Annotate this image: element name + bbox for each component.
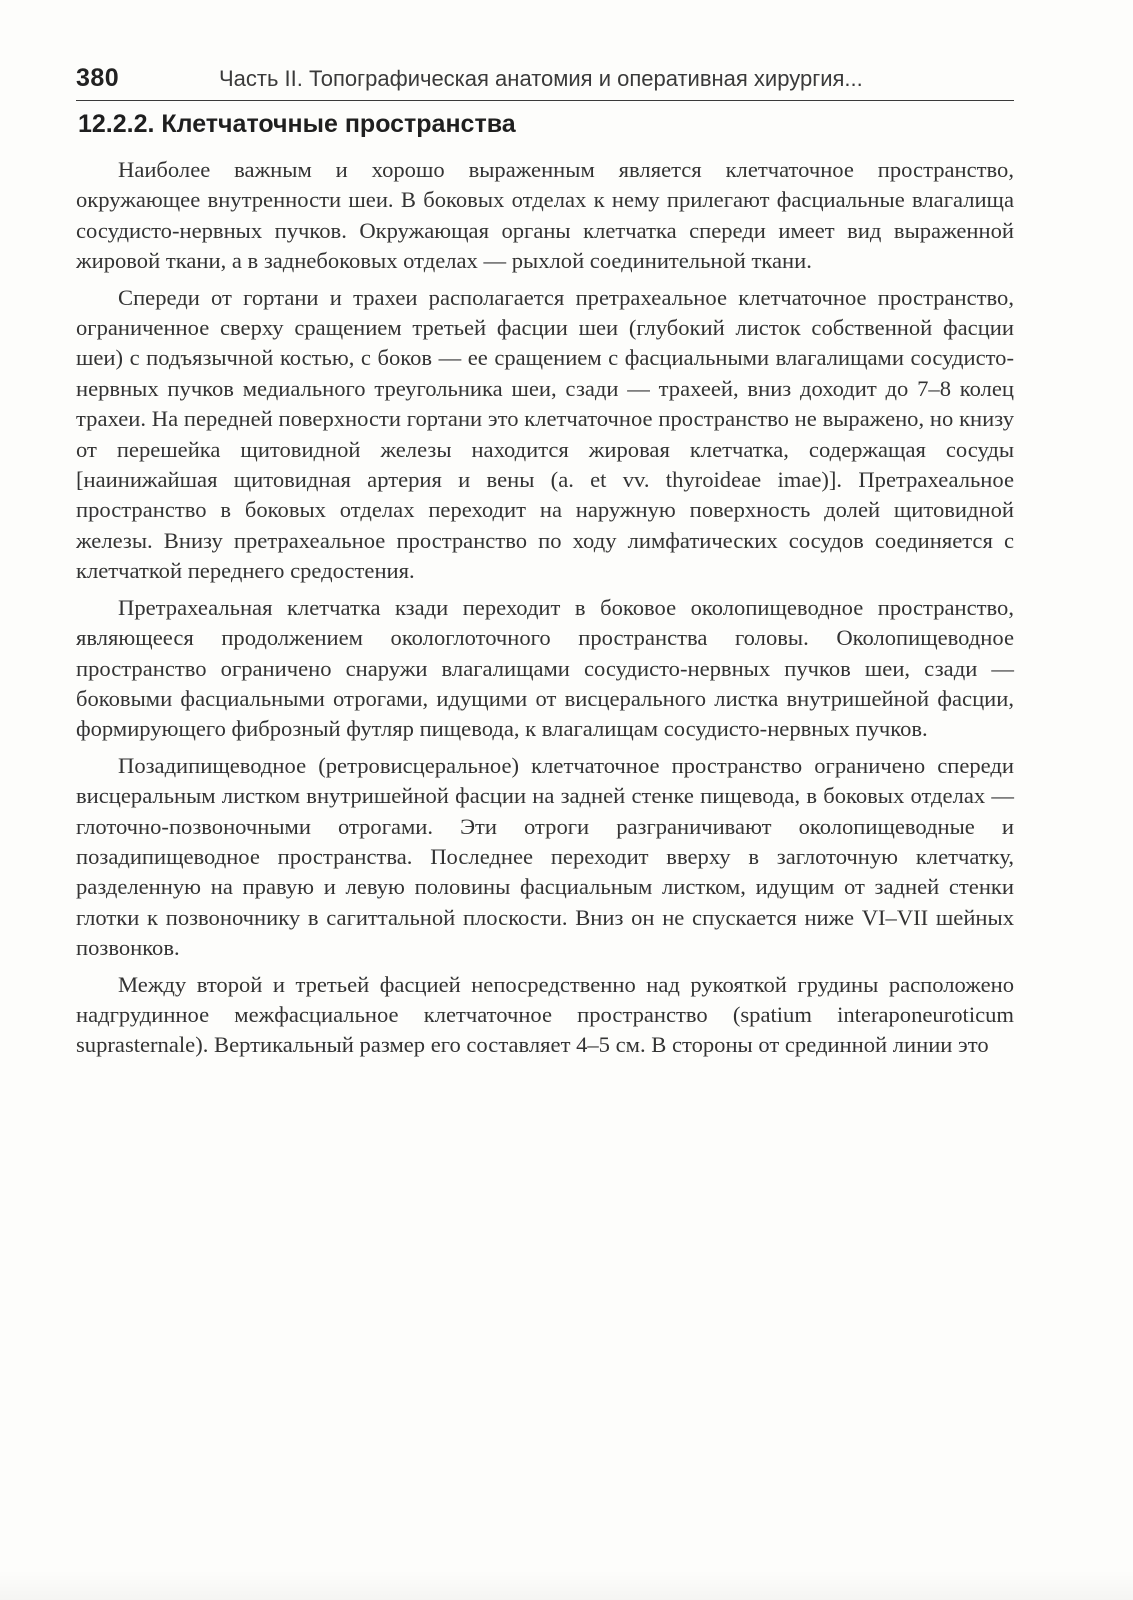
paragraph-3: Претрахеальная клетчатка кзади переходит в боковое околопищеводное пространство, являющееся продолжением окологлоточного пространства головы. Околопищеводное пространство ограничено снаружи влагалищами сосудисто-нервных пучков шеи, сзади — боковыми фасциальными отрогами, идущими от висцерального листка внутришейной фасции, формирующего фиброзный футляр пищевода, к влагалищам сосудисто-нервных пучков. xyxy=(76,594,1014,742)
paragraph-5: Между второй и третьей фасцией непосредственно над рукояткой грудины расположено надгрудинное межфасциальное клетчаточное пространство (spatium interaponeuroticum suprasternale). Вертикальный размер его составляет 4–5 см. В стороны от срединной линии это xyxy=(76,971,1014,1058)
page-number: 380 xyxy=(76,64,120,92)
page-edge-shade xyxy=(0,1570,1133,1600)
running-header xyxy=(76,64,1014,101)
paragraph-2: Спереди от гортани и трахеи располагается претрахеальное клетчаточное пространство, ограниченное сверху сращением третьей фасции шеи (глубокий листок собственной фасции шеи) с подъязычной костью, с боков — ее сращением с фасциальными влагалищами сосудисто-нервных пучков медиального треугольника шеи, сзади — трахеей, вниз доходит до 7–8 колец трахеи. На передней поверхности гортани это клетчаточное пространство не выражено, но книзу от перешейка щитовидной железы находится жировая клетчатка, содержащая сосуды [наинижайшая щитовидная артерия и вены (a. et vv. thyroideae imae)]. Претрахеальное пространство в боковых отделах переходит на наружную поверхность долей щитовидной железы. Внизу претрахеальное пространство по ходу лимфатических сосудов соединяется с клетчаткой переднего средостения. xyxy=(76,284,1014,584)
paragraph-1: Наиболее важным и хорошо выраженным является клетчаточное пространство, окружающее внутренности шеи. В боковых отделах к нему прилегают фасциальные влагалища сосудисто-нервных пучков. Окружающая органы клетчатка спереди имеет вид выраженной жировой ткани, а в заднебоковых отделах — рыхлой соединительной ткани. xyxy=(76,157,1014,274)
paragraph-4: Позадипищеводное (ретровисцеральное) клетчаточное пространство ограничено спереди висцеральным листком внутришейной фасции на задней стенке пищевода, в боковых отделах — глоточно-позвоночными отрогами. Эти отроги разграничивают околопищеводные и позадипищеводное пространства. Последнее переходит вверху в заглоточную клетчатку, разделенную на правую и левую половины фасциальным листком, идущим от задней стенки глотки к позвоночнику в сагиттальной плоскости. Вниз он не спускается ниже VI–VII шейных позвонков. xyxy=(76,752,1014,961)
running-title: Часть II. Топографическая анатомия и оперативная хирургия... xyxy=(219,66,863,91)
body-text xyxy=(76,155,1014,1067)
section-heading: 12.2.2. Клетчаточные пространства xyxy=(78,110,516,138)
